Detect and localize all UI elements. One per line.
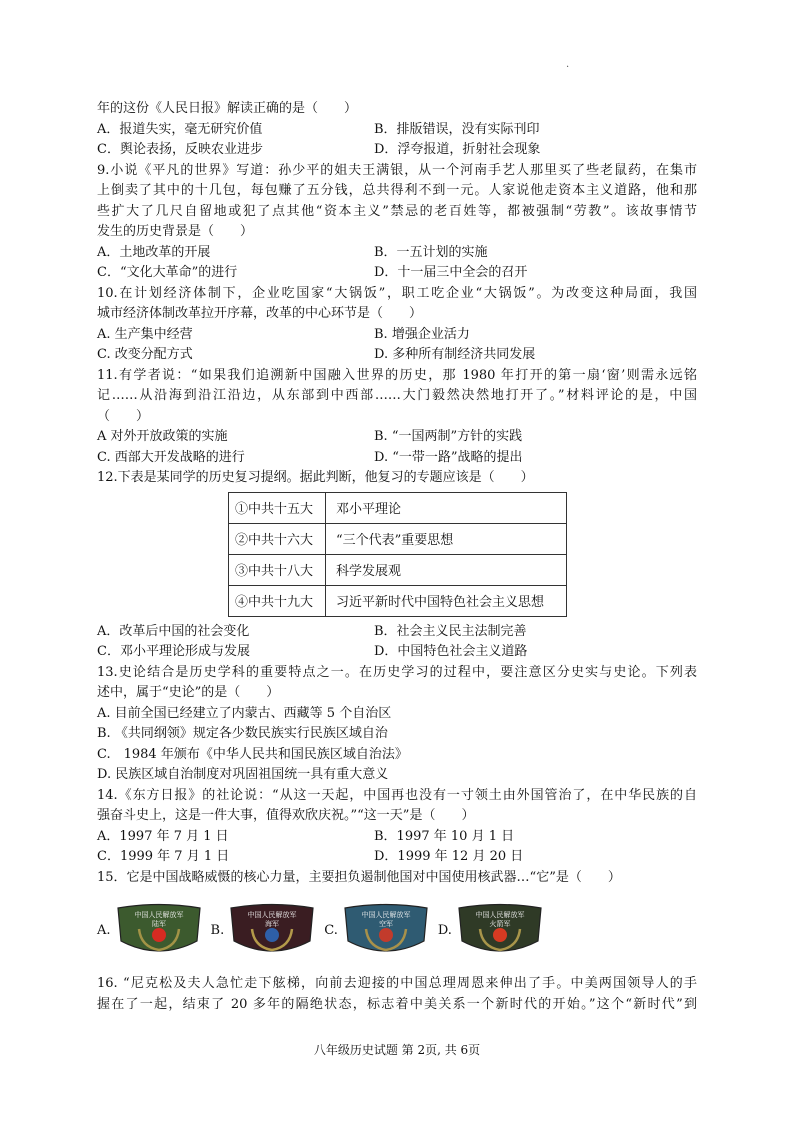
badge-top-text: 中国人民解放军 (134, 911, 184, 919)
q11-option-c: C. 西部大开发战略的进行 (97, 449, 245, 465)
q16-stem-line-1: 16. “尼克松及夫人急忙走下舷梯，向前去迎接的中国总理周恩来伸出了手。中美两国领导人的手 (97, 976, 697, 991)
table-row (229, 523, 567, 554)
q15-stem: 15．它是中国战略威慑的核心力量，主要担负遏制他国对中国使用核武器…“它”是（ ） (97, 869, 621, 885)
q13-option-c: C. 1984 年颁布《中华人民共和国民族区域自治法》 (97, 746, 408, 762)
army-badge-icon (115, 903, 203, 957)
q10-options-row-1 (97, 325, 697, 346)
q11-stem-line-2: 记……从沿海到沿江沿边，从东部到中西部……大门毅然决然地打开了。”材料评论的是，中国 (97, 388, 697, 403)
exam-content (97, 99, 697, 1015)
badge-name-text: 火箭军 (489, 920, 511, 928)
q10-stem-line-2: 城市经济体制改革拉开序幕，改革的中心环节是（ ） (97, 306, 423, 321)
q8-option-b: B．排版错误，没有实际刊印 (374, 121, 540, 137)
q9-stem-line-3: 些扩大了几尺自留地或犯了点其他“资本主义”禁忌的老百姓等，都被强制“劳教”。该故事情节 (97, 203, 697, 219)
q8-stem: 年的这份《人民日报》解读正确的是（ ） (97, 101, 358, 116)
q10-option-d: D. 多种所有制经济共同发展 (374, 347, 536, 362)
q13-stem-line-1: 13.史论结合是历史学科的重要特点之一。在历史学习的过程中，要注意区分史实与史论。下列表 (97, 664, 697, 680)
q10-option-b: B. 增强企业活力 (374, 326, 470, 342)
q15-option-d (438, 903, 544, 957)
table-row (229, 492, 567, 523)
badge-name-text: 空军 (378, 920, 393, 928)
q13-option-a: A. 目前全国已经建立了内蒙古、西藏等 5 个自治区 (97, 705, 392, 721)
q9-options-row-2 (97, 263, 697, 284)
q15-option-label: B. (210, 922, 225, 938)
table-cell-congress: ④中共十九大 (229, 585, 326, 616)
q10-options-row-2 (97, 345, 697, 366)
q8-option-a: A．报道失实，毫无研究价值 (97, 121, 263, 137)
q11-option-d: D. “一带一路”战略的提出 (374, 449, 523, 465)
q8-option-c: C．舆论表扬，反映农业进步 (97, 142, 263, 157)
q12-option-d: D．中国特色社会主义道路 (374, 644, 528, 659)
table-cell-congress: ③中共十八大 (229, 554, 326, 585)
badge-top-text: 中国人民解放军 (361, 911, 411, 919)
q16-stem-line-2: 握在了一起，结束了 20 多年的隔绝状态，标志着中美关系一个新时代的开始。”这个“新时代”到 (97, 996, 697, 1012)
badge-emblem (379, 928, 393, 942)
table-cell-theory: “三个代表”重要思想 (326, 523, 567, 554)
q14-option-c: C．1999 年 7 月 1 日 (97, 849, 230, 864)
q13-option-d: D. 民族区域自治制度对巩固祖国统一具有重大意义 (97, 767, 389, 782)
table-cell-congress: ②中共十六大 (229, 523, 326, 554)
q13-option-b: B. 《共同纲领》规定各少数民族实行民族区域自治 (97, 726, 388, 741)
q15-badge-options (97, 898, 697, 962)
q10-option-a: A. 生产集中经营 (97, 326, 193, 342)
q9-option-d: D．十一届三中全会的召开 (374, 265, 528, 280)
q9-options-row-1 (97, 243, 697, 264)
q11-options-row-2 (97, 448, 697, 469)
q10-stem-line-1: 10.在计划经济体制下，企业吃国家“大锅饭”，职工吃企业“大锅饭”。为改变这种局面，我国 (97, 285, 697, 301)
q14-stem-line-2: 强奋斗史上，这是一件大事，值得欢欣庆祝。”“这一天”是（ ） (97, 808, 475, 823)
table-row (229, 554, 567, 585)
q14-options-row-2 (97, 847, 697, 868)
q12-option-b: B．社会主义民主法制完善 (374, 623, 527, 639)
q12-options-row-2 (97, 642, 697, 663)
q11-stem-line-3: （ ） (97, 408, 150, 424)
table-cell-theory: 科学发展观 (326, 554, 567, 585)
q15-option-c (324, 903, 430, 957)
q9-option-a: A．土地改革的开展 (97, 244, 211, 260)
q9-option-c: C．“文化大革命”的进行 (97, 265, 238, 280)
badge-name-text: 陆军 (151, 920, 166, 928)
q9-option-b: B．一五计划的实施 (374, 244, 488, 260)
q12-option-a: A．改革后中国的社会变化 (97, 623, 250, 639)
q8-options-row-2 (97, 140, 697, 161)
q12-outline-table (228, 492, 567, 617)
q9-stem-line-2: 上倒卖了其中的十几包，每包赚了五分钱，总共得利不到一元。人家说他走资本主义道路，他和那 (97, 183, 697, 198)
badge-emblem (152, 928, 166, 942)
q11-options-row-1 (97, 427, 697, 448)
q12-stem: 12.下表是某同学的历史复习提纲。据此判断，他复习的专题应该是（ ） (97, 470, 534, 485)
badge-top-text: 中国人民解放军 (247, 911, 297, 919)
q8-options-row-1 (97, 120, 697, 141)
q15-option-label: D. (437, 922, 452, 938)
q11-option-a: A 对外开放政策的实施 (97, 429, 228, 444)
q12-option-c: C．邓小平理论形成与发展 (97, 644, 250, 659)
page-footer: 八年级历史试题 第 2页, 共 6页 (313, 1043, 481, 1057)
header-mark: . (566, 59, 570, 70)
q15-option-label: A. (97, 922, 111, 938)
badge-top-text: 中国人民解放军 (475, 911, 525, 919)
q11-option-b: B. “一国两制”方针的实践 (374, 429, 523, 444)
q12-options-row-1 (97, 622, 697, 643)
table-row (229, 585, 567, 616)
q14-options-row-1 (97, 827, 697, 848)
q10-option-c: C. 改变分配方式 (97, 347, 193, 362)
rocket-force-badge-icon (456, 903, 544, 957)
q14-stem-line-1: 14.《东方日报》的社论说：“从这一天起，中国再也没有一寸领土由外国管治了，在中华民族的自 (97, 787, 697, 803)
q14-option-a: A．1997 年 7 月 1 日 (97, 828, 229, 844)
table-cell-theory: 邓小平理论 (326, 492, 567, 523)
q14-option-b: B．1997 年 10 月 1 日 (374, 828, 515, 844)
badge-name-text: 海军 (265, 920, 280, 928)
q9-stem-line-1: 9.小说《平凡的世界》写道：孙少平的姐夫王满银，从一个河南手艺人那里买了些老鼠药，在集市 (97, 162, 697, 178)
q14-option-d: D．1999 年 12 月 20 日 (374, 849, 524, 864)
navy-badge-icon (228, 903, 316, 957)
q8-option-d: D．浮夸报道，折射社会现象 (374, 142, 541, 157)
badge-emblem (493, 928, 507, 942)
badge-emblem (265, 928, 279, 942)
q15-option-a (97, 903, 203, 957)
q11-stem-line-1: 11.有学者说：“如果我们追溯新中国融入世界的历史，那 1980 年打开的第一扇‘窗’则需永远铭 (97, 367, 697, 383)
q9-stem-line-4: 发生的历史背景是（ ） (97, 224, 254, 239)
q13-stem-line-2: 述中，属于“史论”的是（ ） (97, 685, 280, 700)
q15-option-b (211, 903, 317, 957)
air-force-badge-icon (342, 903, 430, 957)
table-cell-theory: 习近平新时代中国特色社会主义思想 (326, 585, 567, 616)
q15-option-label: C. (324, 922, 338, 938)
table-cell-congress: ①中共十五大 (229, 492, 326, 523)
